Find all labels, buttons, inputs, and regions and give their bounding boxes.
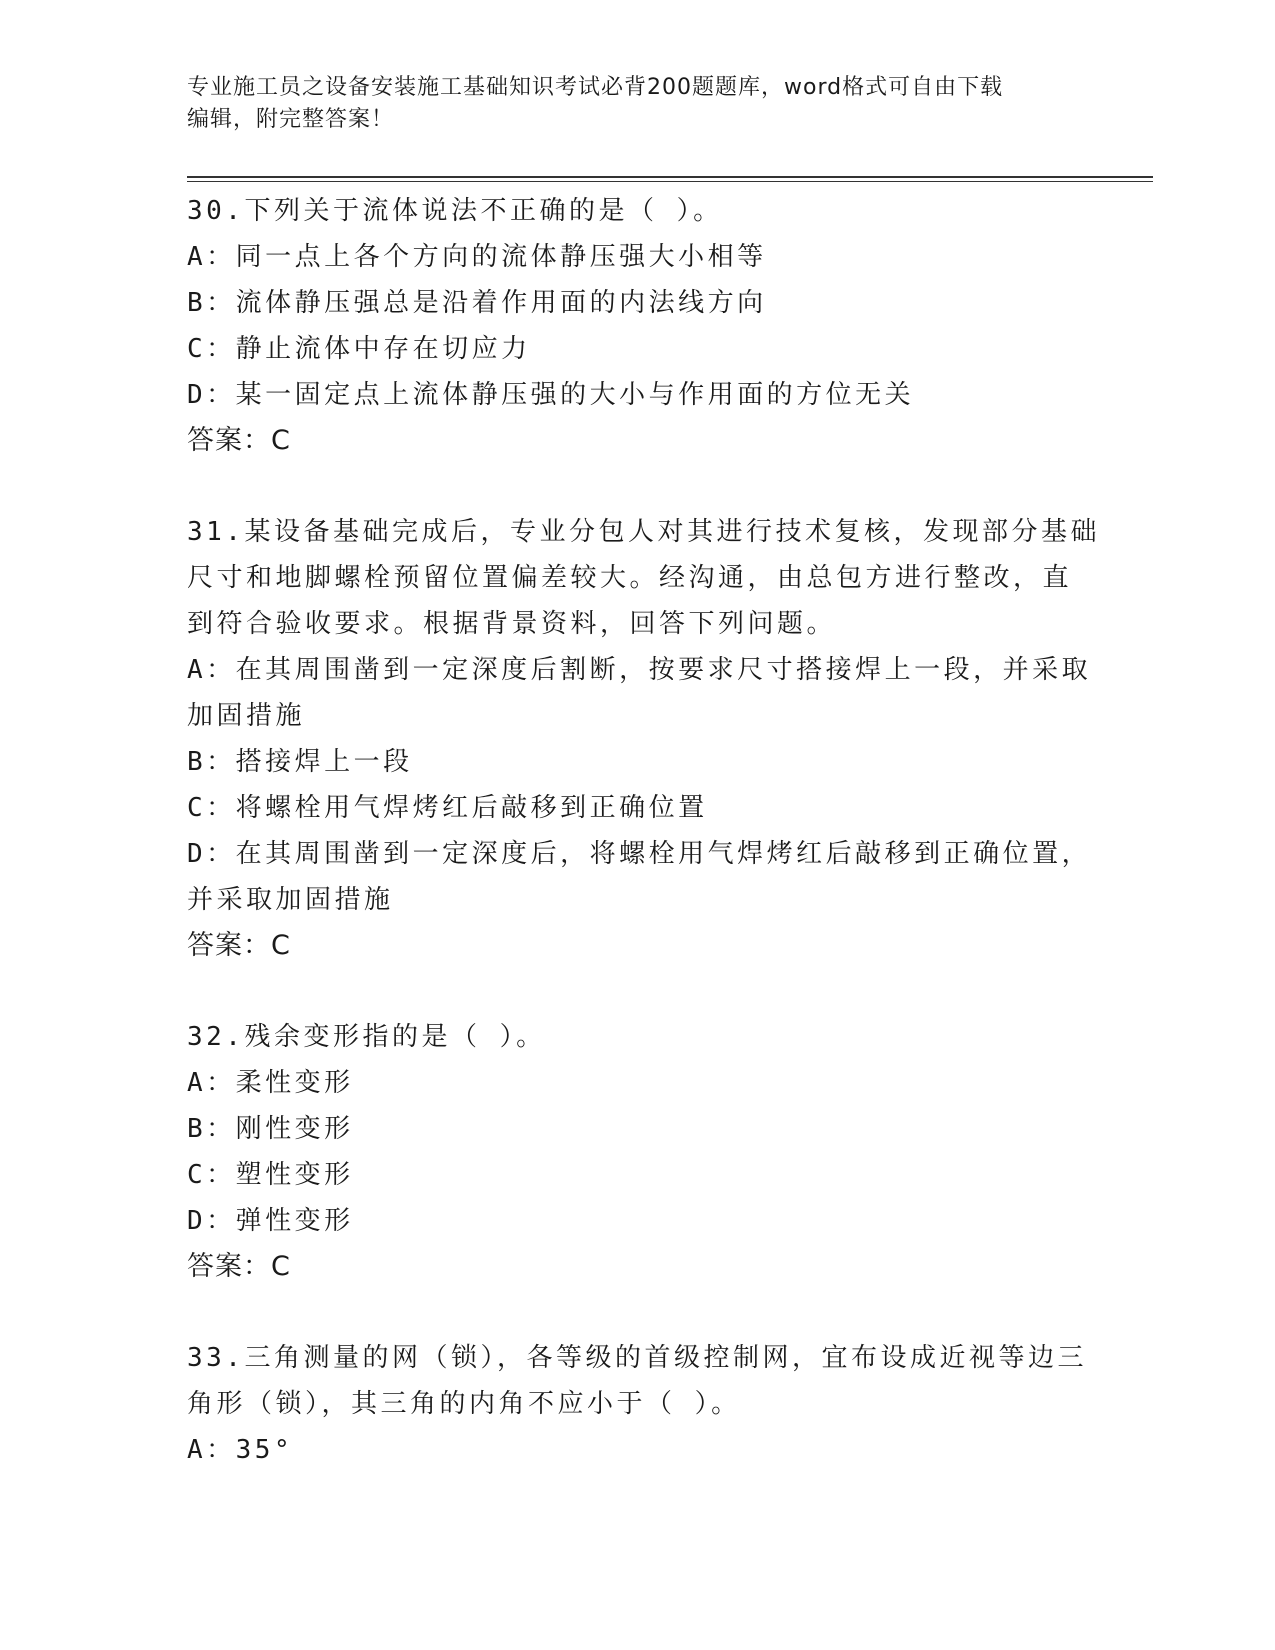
option-line: A：柔性变形 [187, 1068, 354, 1098]
question-spacer [187, 1290, 1077, 1335]
option-line: A：同一点上各个方向的流体静压强大小相等 [187, 242, 767, 272]
header-line-2: 编辑，附完整答案！ [187, 107, 395, 132]
question-block [187, 1014, 1077, 1335]
question-spacer [187, 969, 1077, 1014]
question-stem-line: 33.三角测量的网（锁），各等级的首级控制网，宜布设成近视等边三 [187, 1343, 1087, 1373]
option-line: D：弹性变形 [187, 1206, 354, 1236]
question-stem-line: 32.残余变形指的是（ ）。 [187, 1022, 546, 1052]
option-line: 并采取加固措施 [187, 885, 394, 915]
option-line: C：将螺栓用气焊烤红后敲移到正确位置 [187, 793, 708, 823]
header-divider-top [187, 176, 1153, 178]
question-stem-line: 到符合验收要求。根据背景资料，回答下列问题。 [187, 609, 837, 639]
question-spacer [187, 464, 1077, 509]
question-stem-line: 31.某设备基础完成后，专业分包人对其进行技术复核，发现部分基础 [187, 517, 1100, 547]
question-block [187, 509, 1100, 1014]
option-line: 加固措施 [187, 701, 306, 731]
answer-line: 答案：C [187, 425, 291, 456]
document-header [187, 72, 1067, 136]
question-block [187, 188, 1077, 509]
question-stem-line: 30.下列关于流体说法不正确的是（ ）。 [187, 196, 723, 226]
question-list [187, 188, 1100, 1473]
answer-line: 答案：C [187, 1251, 291, 1282]
option-line: C：静止流体中存在切应力 [187, 334, 531, 364]
question-block [187, 1335, 1087, 1473]
option-line: C：塑性变形 [187, 1160, 354, 1190]
header-divider-bottom [187, 181, 1153, 182]
header-line-1: 专业施工员之设备安装施工基础知识考试必背200题题库，word格式可自由下载 [187, 75, 1004, 100]
option-line: A：在其周围凿到一定深度后割断，按要求尺寸搭接焊上一段，并采取 [187, 655, 1092, 685]
option-line: D：在其周围凿到一定深度后，将螺栓用气焊烤红后敲移到正确位置， [187, 839, 1092, 869]
question-stem-line: 角形（锁），其三角的内角不应小于（ ）。 [187, 1389, 741, 1419]
option-line: B：流体静压强总是沿着作用面的内法线方向 [187, 288, 767, 318]
option-line: B：搭接焊上一段 [187, 747, 413, 777]
question-stem-line: 尺寸和地脚螺栓预留位置偏差较大。经沟通，由总包方进行整改，直 [187, 563, 1073, 593]
answer-line: 答案：C [187, 930, 291, 961]
option-line: A：35° [187, 1435, 294, 1465]
option-line: B：刚性变形 [187, 1114, 354, 1144]
option-line: D：某一固定点上流体静压强的大小与作用面的方位无关 [187, 380, 915, 410]
